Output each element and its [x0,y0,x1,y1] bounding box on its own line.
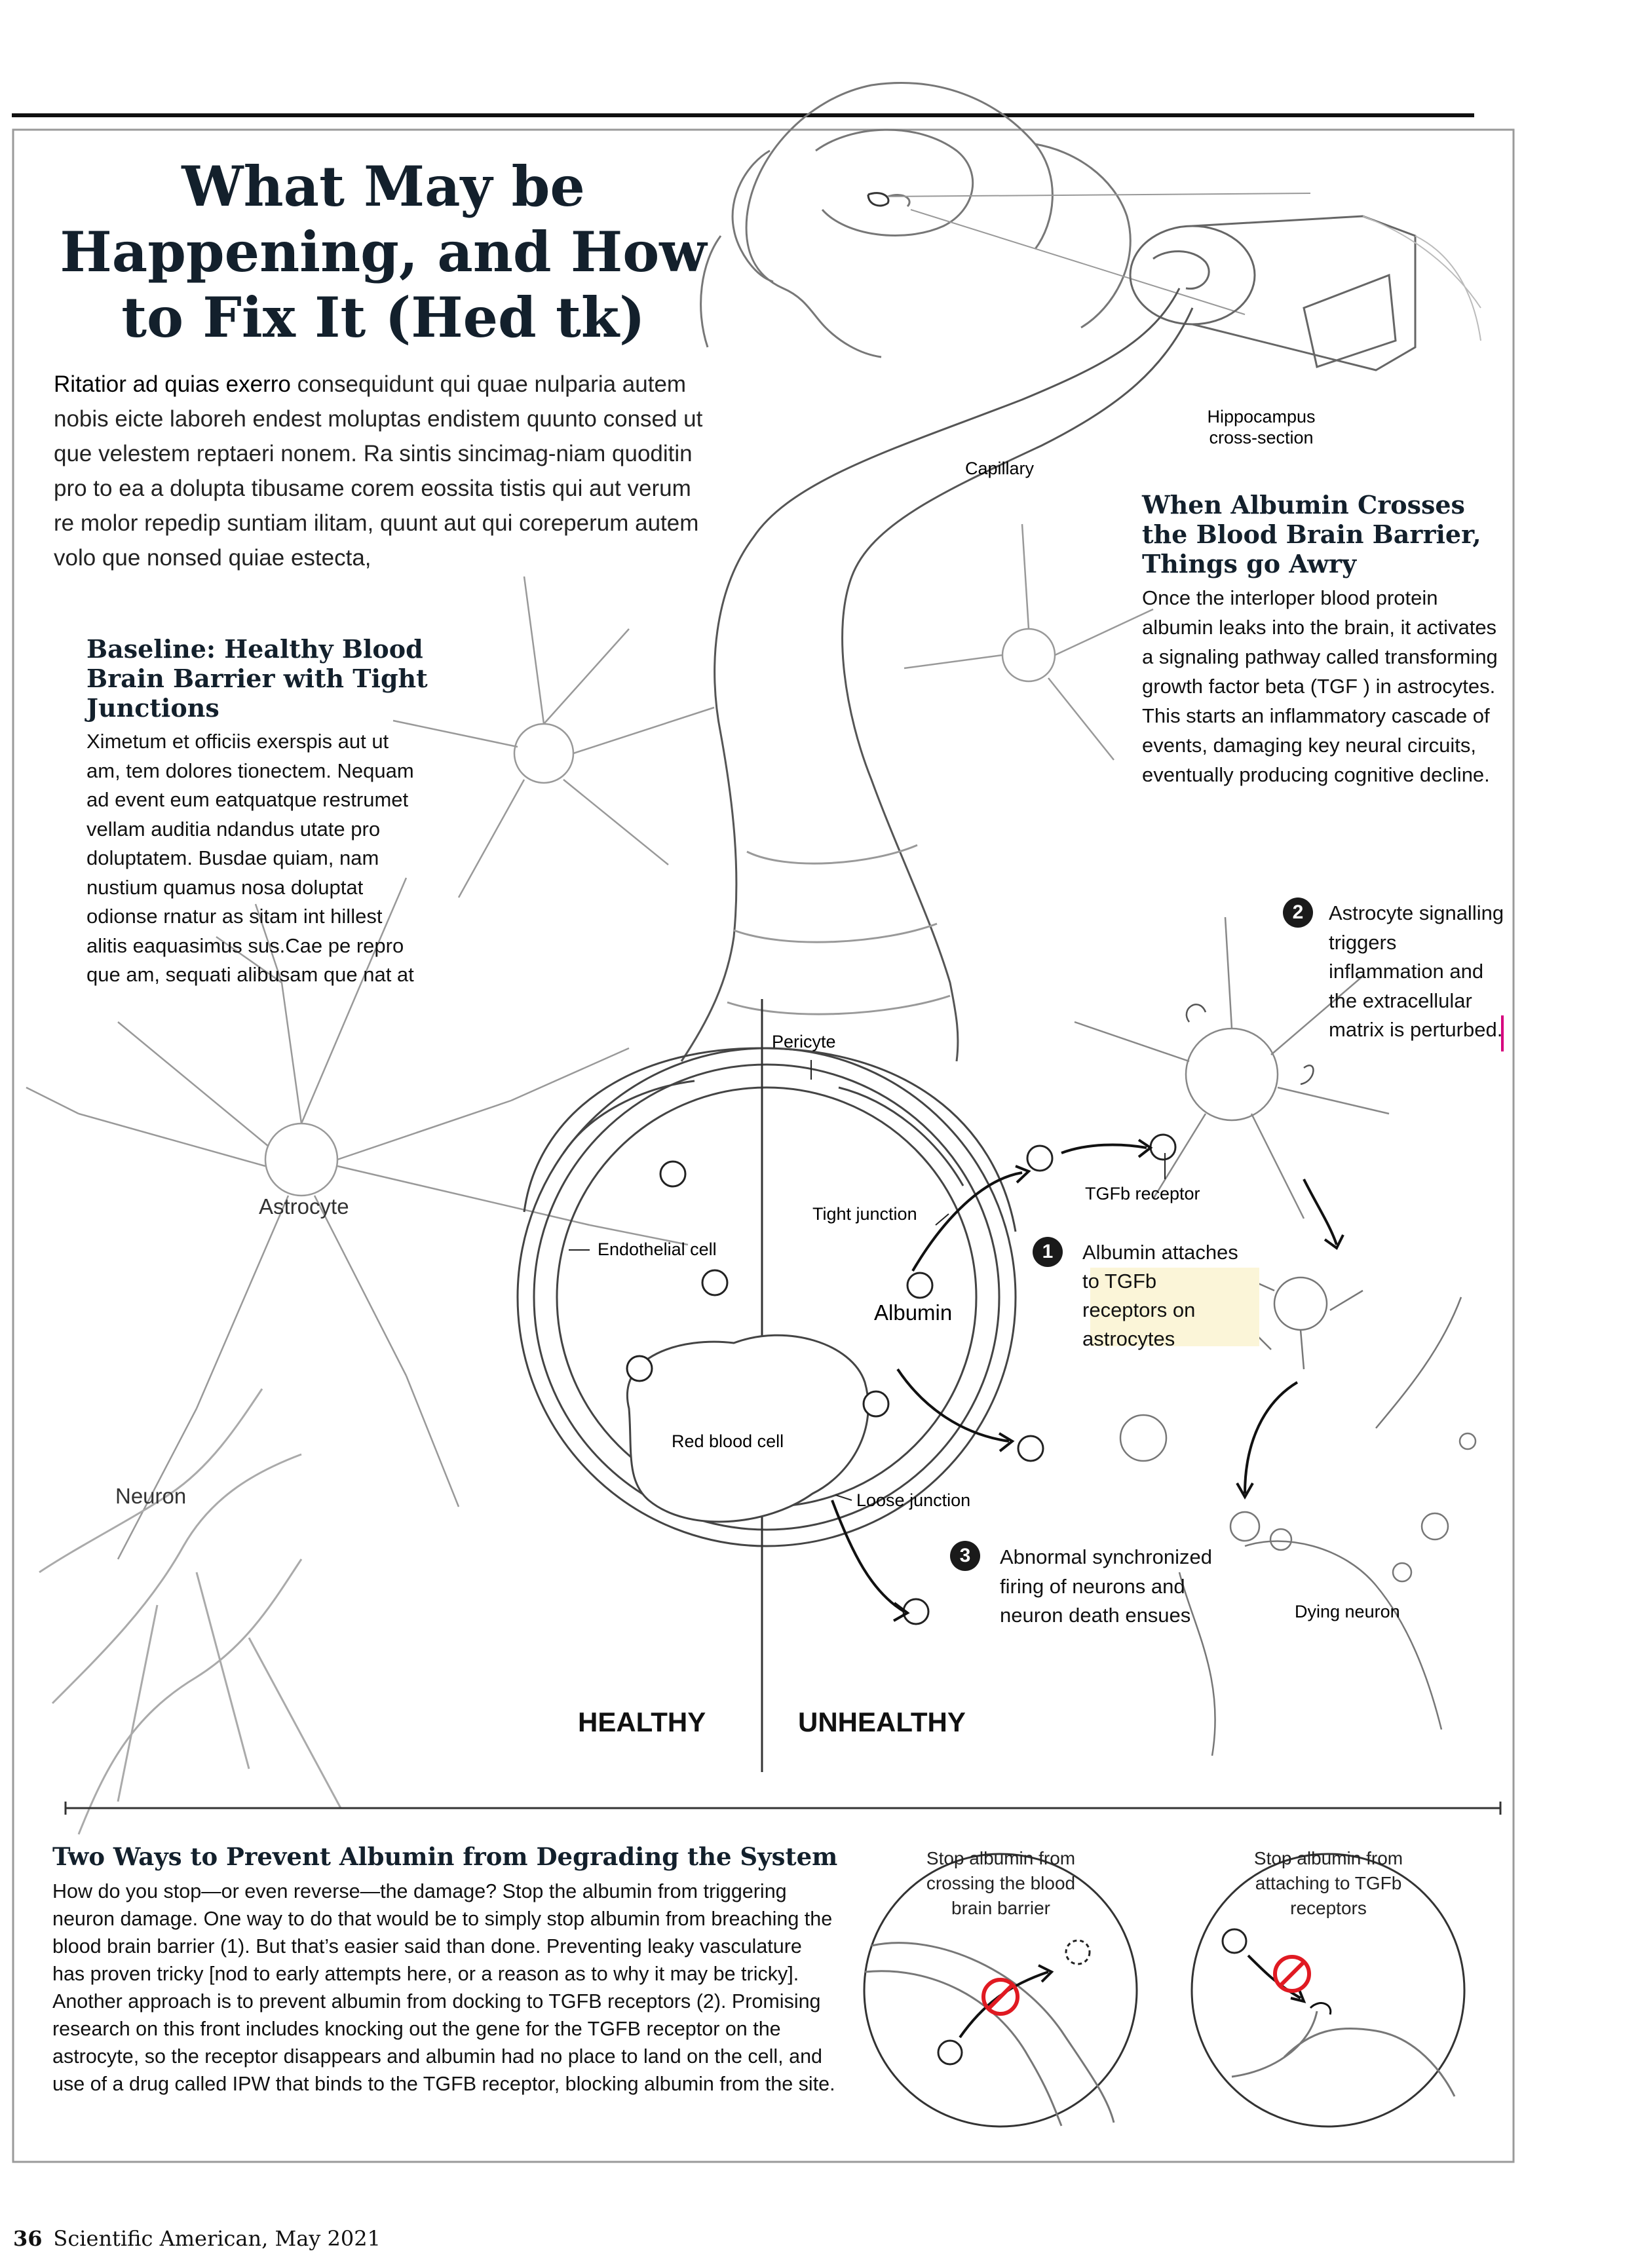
intro-text: consequidunt qui quae nulparia autem nobis eicte laboreh endest moluptas endistem quunto consed ut que velestem reptaeri nonem. Ra sintis sincimag-niam quoditin pro to ea a dolupta tibusame corem eossita tistis qui aut verum re molor repedip suntiam ilitam, quunt aut qui coreperum autem volo que nonsed quiae estecta, [54,371,703,571]
red-blood-cell [627,1335,868,1522]
label-dying-neuron: Dying neuron [1295,1602,1400,1621]
circle-1-caption: Stop albumin from crossing the blood brain barrier [926,1848,1076,1918]
prevent-heading: Two Ways to Prevent Albumin from Degrading the System [52,1842,838,1871]
baseline-heading: Baseline: Healthy Blood Brain Barrier with Tight Junctions [86,634,428,723]
albumin-heading: When Albumin Crosses the Blood Brain Barrier, Things go Awry [1142,490,1481,578]
hippocampus-tube [1130,216,1481,370]
label-capillary: Capillary [965,459,1035,478]
label-red-blood-cell: Red blood cell [672,1431,784,1451]
step-3-badge: 3 [950,1541,980,1571]
label-unhealthy: UNHEALTHY [798,1707,966,1737]
bottom-separator [66,1802,1500,1815]
label-albumin: Albumin [874,1300,953,1325]
person-head-sketch [701,83,1310,357]
page-footer [13,2226,381,2251]
intro-lead: Ritatior ad quias exerro [54,371,291,397]
label-hippocampus: Hippocampus cross-section [1207,407,1316,447]
label-astrocyte: Astrocyte [259,1194,349,1219]
step-2-badge: 2 [1283,898,1313,928]
neuron-sketch [39,1389,341,1834]
step-1-text: Albumin attaches to TGFb receptors on astrocytes [1082,1241,1238,1350]
intro-paragraph [54,367,709,575]
label-tight-junction: Tight junction [812,1204,917,1224]
capillary-vessel [681,288,1192,1061]
label-healthy: HEALTHY [578,1707,706,1737]
page-headline: What May be Happening, and How to Fix It (Hed tk) [60,154,707,350]
publication-line: Scientific American, May 2021 [53,2226,381,2251]
step-1-badge: 1 [1033,1237,1063,1267]
albumin-body: Once the interloper blood protein albumin leaks into the brain, it activates a signaling pathway called transforming growth factor beta (TGF ) in astrocytes. This starts an inflammatory cascade of events, damaging key neural circuits, eventually producing cognitive decline. [1142,586,1498,786]
step-2-text: Astrocyte signalling triggers inflammation and the extracellular matrix is perturbed. [1329,901,1504,1041]
label-loose-junction: Loose junction [856,1490,971,1510]
label-endothelial-cell: Endothelial cell [598,1239,717,1259]
page-number: 36 [13,2226,43,2251]
prevent-body: How do you stop—or even reverse—the damage? Stop the albumin from triggering neuron damage. One way to do that would be to simply stop albumin from breaching the blood brain barrier (1). But that’s easier said than done. Preventing leaky vasculature has proven tricky [nod to early attempts here, or a reason as to why it may be tricky]. Another approach is to prevent albumin from docking to TGFB receptors (2). Promising research on this front includes knocking out the gene for the TGFB receptor on the astrocyte, so the receptor disappears and albumin had no place to land on the cell, and use of a drug called IPW that binds to the TGFB receptor, blocking albumin from the site. [52,1880,835,2095]
step-3-text: Abnormal synchronized firing of neurons and neuron death ensues [1000,1545,1212,1627]
baseline-body: Ximetum et officiis exerspis aut ut am, tem dolores tionectem. Nequam ad event eum eatquatque restrumet vellam auditia ndandus utate pro doluptatem. Busdae quiam, nam nustium quamus nosa doluptat odionse rnatur as sitam int hillest alitis eaquasimus sus.Cae pe repro que am, sequati alibusam que nat at [86,730,414,986]
label-tgfb-receptor: TGFb receptor [1085,1184,1200,1203]
label-pericyte: Pericyte [772,1032,836,1051]
circle-2-caption: Stop albumin from attaching to TGFb receptors [1253,1848,1403,1918]
label-neuron: Neuron [115,1484,187,1508]
